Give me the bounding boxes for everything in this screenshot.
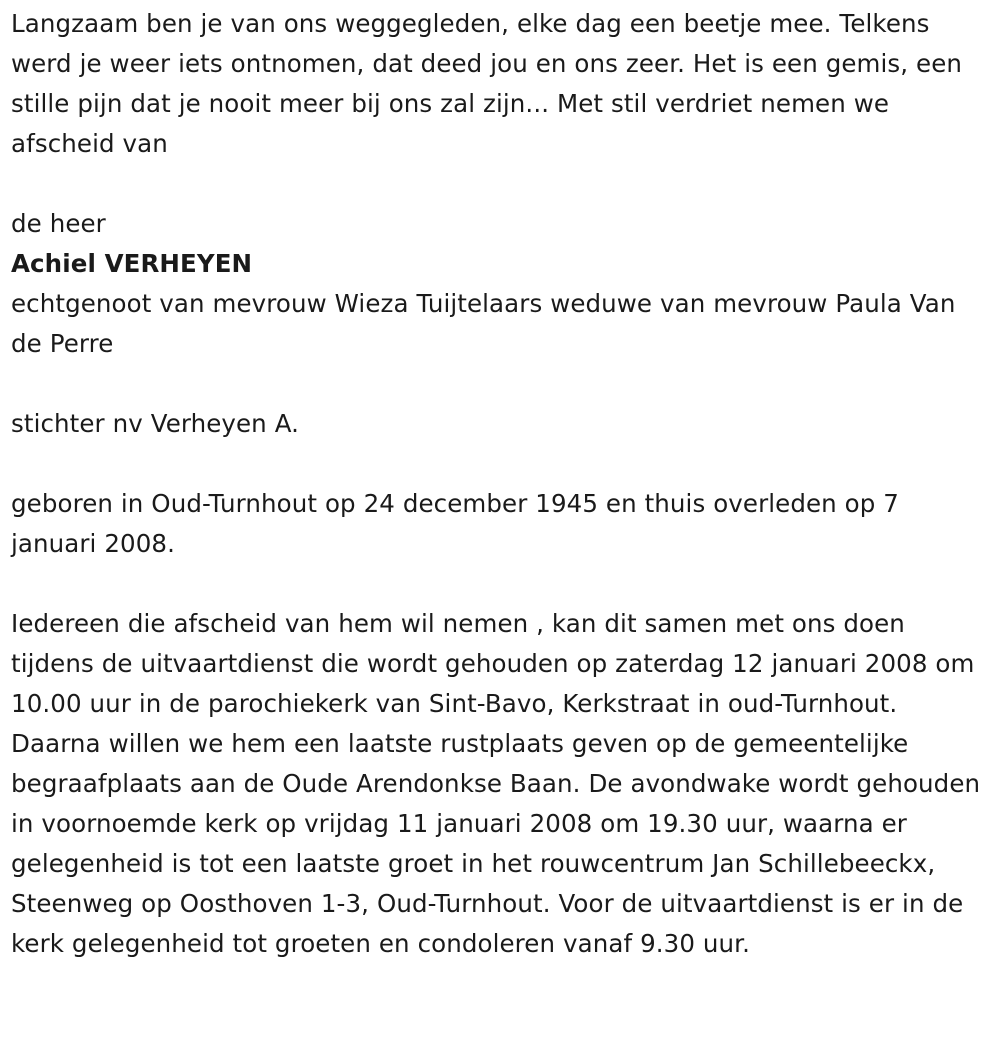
spacer	[11, 164, 986, 204]
spacer	[11, 564, 986, 604]
service-details-paragraph: Iedereen die afscheid van hem wil nemen , kan dit samen met ons doen tijdens de uitvaartdienst die wordt gehouden op zaterdag 12 januari 2008 om 10.00 uur in de parochiekerk van Sint-Bavo, Kerkstraat in oud-Turnhout. Daarna willen we hem een laatste rustplaats geven op de gemeentelijke begraafplaats aan de Oude Arendonkse Baan. De avondwake wordt gehouden in voornoemde kerk op vrijdag 11 januari 2008 om 19.30 uur, waarna er gelegenheid is tot een laatste groet in het rouwcentrum Jan Schillebeeckx, Steenweg op Oosthoven 1-3, Oud-Turnhout. Voor de uitvaartdienst is er in de kerk gelegenheid tot groeten en condoleren vanaf 9.30 uur.	[11, 609, 981, 958]
relation-paragraph: echtgenoot van mevrouw Wieza Tuijtelaars weduwe van mevrouw Paula Van de Perre	[11, 289, 956, 358]
founder-line: stichter nv Verheyen A.	[11, 409, 300, 438]
deceased-name: Achiel VERHEYEN	[11, 249, 253, 278]
spacer	[11, 444, 986, 484]
intro-paragraph: Langzaam ben je van ons weggegleden, elke dag een beetje mee. Telkens werd je weer iets ontnomen, dat deed jou en ons zeer. Het is een gemis, een stille pijn dat je nooit meer bij ons zal zijn... Met stil verdriet nemen we afscheid van	[11, 9, 963, 158]
birth-death-paragraph: geboren in Oud-Turnhout op 24 december 1945 en thuis overleden op 7 januari 2008.	[11, 489, 899, 558]
honorific: de heer	[11, 209, 106, 238]
spacer	[11, 364, 986, 404]
